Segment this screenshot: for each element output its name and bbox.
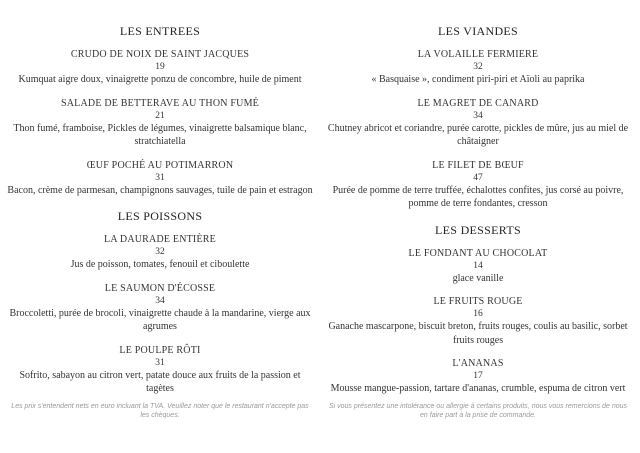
- left-sections: [5, 22, 315, 396]
- menu-item: [5, 97, 315, 149]
- right-sections: [323, 22, 633, 396]
- dish-desc: « Basquaise », condiment piri-piri et Aïoli au paprika: [371, 74, 585, 85]
- section-title: LES DESSERTS: [435, 222, 521, 237]
- dish-price: 31: [155, 357, 165, 368]
- dish-name: SALADE DE BETTERAVE AU THON FUMÉ: [61, 97, 259, 109]
- dish-price: 34: [473, 110, 483, 121]
- section-title: LES POISSONS: [117, 209, 203, 223]
- footer-note-prices: Les prix s'entendent nets en euro incluant la TVA. Veuillez noter que le restaurant n'accepte pas les chèques.: [11, 402, 309, 419]
- menu-item: [323, 247, 633, 286]
- dish-name: LE POULPE RÔTI: [119, 344, 201, 356]
- menu-item: [323, 97, 633, 149]
- dish-desc: glace vanille: [452, 272, 504, 284]
- dish-desc: Thon fumé, framboise, Pickles de légumes, vinaigrette balsamique blanc, stratchiatella: [13, 122, 307, 147]
- menu-item: [323, 159, 633, 211]
- dish-name: LA DAURADE ENTIÈRE: [104, 234, 216, 245]
- footer-note-allergies: Si vous présentez une intolérance ou allergie à certains produits, nous vous remercions de nous en faire part à la prise de commande.: [328, 402, 628, 419]
- dish-price: 31: [155, 172, 165, 183]
- dish-price: 16: [473, 309, 483, 319]
- dish-name: L'ANANAS: [452, 358, 504, 369]
- menu-item: [5, 48, 315, 87]
- section-title: LES ENTREES: [119, 24, 201, 38]
- menu-item: [5, 344, 315, 396]
- menu-section: [323, 221, 633, 396]
- menu-item: [323, 295, 633, 347]
- dish-name: LE SAUMON D'ÉCOSSE: [104, 282, 216, 294]
- dish-name: LE FONDANT AU CHOCOLAT: [408, 247, 548, 259]
- menu-section: [323, 22, 633, 211]
- dish-name: LE MAGRET DE CANARD: [417, 97, 539, 109]
- dish-desc: Jus de poisson, tomates, fenouil et ciboulette: [70, 259, 250, 270]
- section-title: LES VIANDES: [437, 24, 519, 38]
- menu-item: [323, 48, 633, 87]
- dish-name: LE FILET DE BŒUF: [432, 159, 524, 171]
- dish-price: 14: [473, 260, 483, 271]
- menu-section: [5, 22, 315, 197]
- menu-column-right: [323, 22, 633, 420]
- dish-price: 21: [155, 110, 165, 121]
- menu-item: [323, 357, 633, 396]
- dish-price: 32: [155, 247, 165, 257]
- menu-item: [5, 282, 315, 334]
- menu-item: [5, 159, 315, 198]
- dish-desc: Bacon, crème de parmesan, champignons sauvages, tuile de pain et estragon: [7, 184, 313, 196]
- dish-name: CRUDO DE NOIX DE SAINT JACQUES: [70, 49, 250, 60]
- dish-price: 19: [155, 62, 165, 72]
- dish-price: 32: [473, 62, 483, 72]
- dish-price: 47: [473, 172, 483, 183]
- dish-name: LA VOLAILLE FERMIERE: [417, 49, 539, 60]
- dish-desc: Purée de pomme de terre truffée, échalottes confites, jus corsé au poivre, pomme de terre fondantes, cresson: [332, 184, 624, 209]
- dish-desc: Kumquat aigre doux, vinaigrette ponzu de concombre, huile de piment: [18, 74, 302, 85]
- dish-desc: Mousse mangue-passion, tartare d'ananas, crumble, espuma de citron vert: [330, 383, 626, 394]
- menu-column-left: [5, 22, 315, 420]
- dish-name: ŒUF POCHÉ AU POTIMARRON: [86, 159, 234, 171]
- dish-desc: Sofrito, sabayon au citron vert, patate douce aux fruits de la passion et tagètes: [19, 369, 301, 394]
- dish-price: 17: [473, 371, 483, 381]
- dish-name: LE FRUITS ROUGE: [433, 296, 523, 307]
- menu-section: [5, 207, 315, 396]
- menu-item: [5, 233, 315, 272]
- dish-desc: Broccoletti, purée de brocoli, vinaigrette chaude à la mandarine, vierge aux agrumes: [9, 307, 311, 332]
- dish-desc: Chutney abricot et coriandre, purée carotte, pickles de mûre, jus au miel de châtaigner: [327, 122, 629, 147]
- dish-desc: Ganache mascarpone, biscuit breton, fruits rouges, coulis au basilic, sorbet fruits rouges: [328, 321, 628, 346]
- dish-price: 34: [155, 295, 165, 306]
